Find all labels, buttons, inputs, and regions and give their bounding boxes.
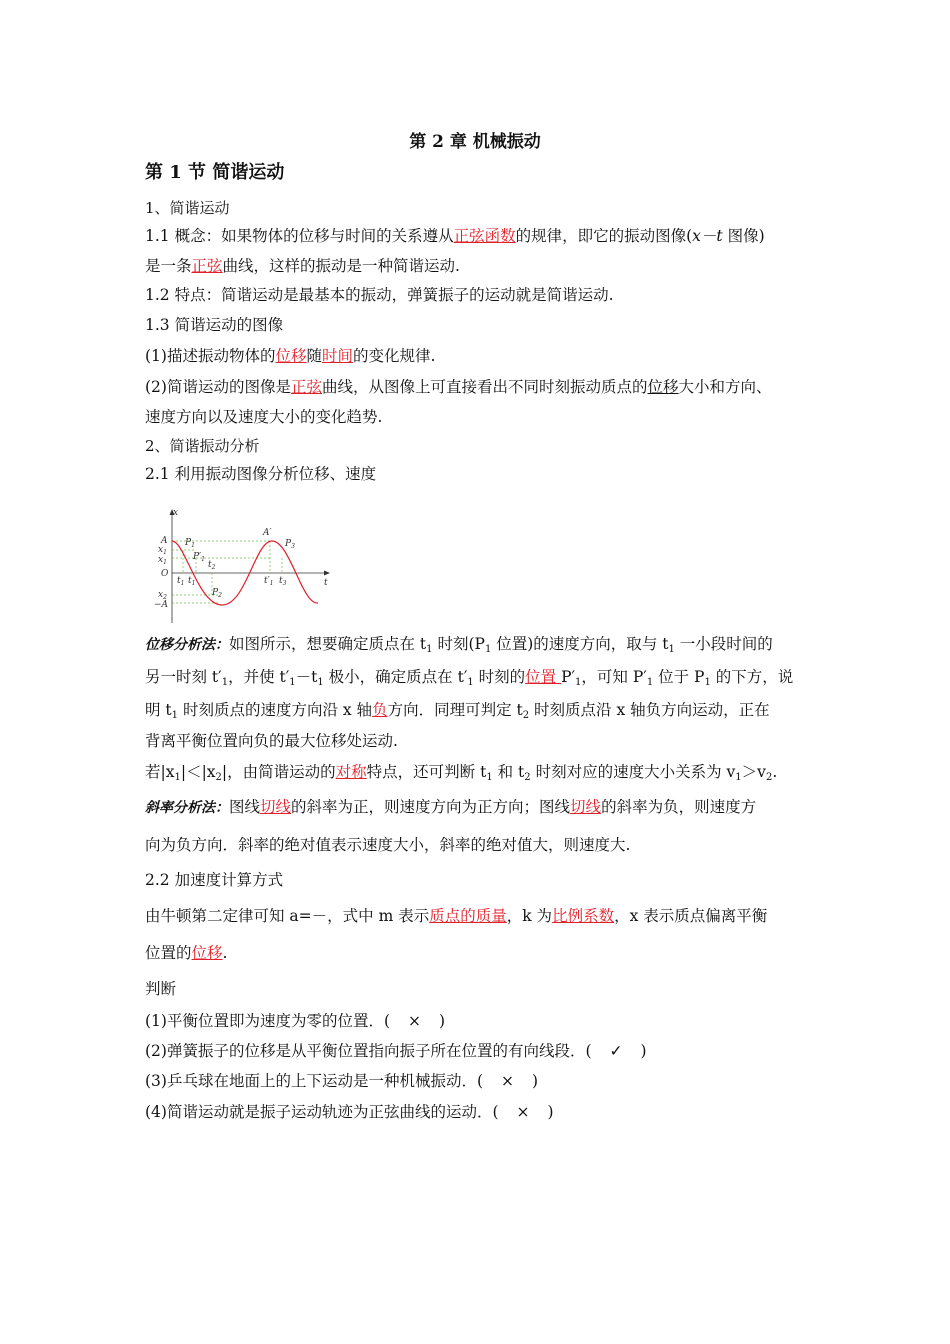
label-negA: −A [154, 600, 169, 610]
graph-subheading: 1.3 简谐运动的图像 [145, 316, 284, 334]
label-A: A [161, 536, 168, 546]
svg-text:t3: $t_3$ [279, 576, 287, 587]
svg-text:x1: $x_1$ [158, 545, 167, 556]
label-O: O [161, 569, 169, 579]
label-t1pp: t′ [264, 576, 270, 586]
acceleration-subheading: 2.2 加速度计算方式 [145, 871, 284, 889]
answer-sine: 正弦 [191, 257, 223, 275]
judge-item-4: (4)简谐运动就是振子运动轨迹为正弦曲线的运动．( × ) [145, 1103, 554, 1121]
svg-text:x2: $x_2$ [158, 590, 167, 601]
concept-line: 1.1 概念：如果物体的位移与时间的关系遵从正弦函数的规律，即它的振动图像(x－t 图像) [145, 227, 765, 245]
label-t1: t [177, 576, 181, 586]
judge-item-1: (1)平衡位置即为速度为零的位置．( × ) [145, 1012, 446, 1030]
svg-text:t2: $t_2$ [208, 560, 216, 571]
answer-negative: 负 [372, 701, 388, 719]
displacement-analysis-2: 另一时刻 $t'_1$，并使 $t'_1-t_1$ 极小，确定质点在 $t'_1$ 时刻的位置 $P'_1$，可知 $P'_1$ 位于 $P_1$ 的下方，说 [145, 668, 794, 688]
label-P3: P [285, 539, 292, 549]
analysis-subheading: 2.1 利用振动图像分析位移、速度 [145, 465, 377, 483]
symmetry-analysis: 若$|x_1|<|x_2|$，由简谐运动的对称特点，还可判断 $t_1$ 和 $t_2$ 时刻对应的速度大小关系为 $v_1>v_2$. [145, 763, 778, 783]
svg-text:P2: $P_2$ [212, 588, 222, 599]
feature-line: 1.2 特点：简谐运动是最基本的振动，弹簧振子的运动就是简谐运动. [145, 286, 614, 304]
answer-mark-2: ✓ [609, 1042, 623, 1060]
label-x: x [173, 508, 179, 518]
label-x1b: x [158, 555, 164, 565]
answer-tangent-2: 切线 [570, 798, 602, 816]
slope-analysis-2: 向为负方向．斜率的绝对值表示速度大小，斜率的绝对值大，则速度大. [145, 836, 631, 854]
label-t1p: t [188, 576, 192, 586]
answer-coefficient: 比例系数 [552, 907, 615, 925]
acceleration-formula-line: 由牛顿第二定律可知 a=－，式中 m 表示质点的质量，k 为比例系数，x 表示质点偏离平衡 [145, 907, 768, 925]
answer-symmetry: 对称 [335, 763, 367, 781]
displacement-analysis-4: 背离平衡位置向负的最大位移处运动. [145, 732, 398, 750]
t-axis-arrow [324, 571, 330, 576]
part2-heading: 2、简谐振动分析 [145, 437, 260, 455]
svg-text:P1: $P_1$ [185, 538, 195, 549]
answer-displacement: 位移 [275, 347, 307, 365]
judge-item-2: (2)弹簧振子的位移是从平衡位置指向振子所在位置的有向线段．( ✓ ) [145, 1042, 647, 1060]
answer-displacement-2: 位移 [191, 944, 223, 962]
judge-heading: 判断 [145, 980, 177, 998]
svg-text:t1: $t_1$ [188, 576, 196, 587]
answer-tangent-1: 切线 [260, 798, 292, 816]
answer-time: 时间 [322, 347, 354, 365]
graph-point-1: (1)描述振动物体的位移随时间的变化规律. [145, 347, 436, 365]
label-x2: x [158, 590, 164, 600]
label-P1: P [185, 538, 192, 548]
label-t3: t [279, 576, 283, 586]
label-x1: x [158, 545, 164, 555]
label-t: t [324, 578, 328, 588]
part1-heading: 1、简谐运动 [145, 199, 230, 217]
svg-text:t1: $t_1$ [177, 576, 185, 587]
svg-text:t′1: $t'_1$ [264, 576, 274, 587]
label-Ap: A′ [263, 528, 272, 538]
label-t2: t [208, 560, 212, 570]
displacement-analysis-1: 位移分析法：如图所示，想要确定质点在 $t_1$ 时刻($P_1$ 位置)的速度方向，取与 $t_1$ 一小段时间的 [145, 635, 773, 655]
label-P2: P [212, 588, 219, 598]
slope-analysis-1: 斜率分析法：图线切线的斜率为正，则速度方向为正方向；图线切线的斜率为负，则速度方 [145, 798, 757, 816]
answer-mark-4: × [516, 1103, 530, 1121]
answer-mark-1: × [408, 1012, 422, 1030]
section-title: 第 1 节 简谐运动 [145, 162, 285, 183]
displacement-analysis-3: 明 $t_1$ 时刻质点的速度方向沿 x 轴负方向．同理可判定 $t_2$ 时刻质点沿 x 轴负方向运动，正在 [145, 701, 770, 721]
chapter-title: 第 2 章 机械振动 [409, 132, 541, 152]
svg-text:x1: $x_1$ [158, 555, 167, 566]
answer-position: 位置 [525, 668, 562, 686]
answer-mass: 质点的质量 [429, 907, 507, 925]
judge-item-3: (3)乒乓球在地面上的上下运动是一种机械振动．( × ) [145, 1072, 539, 1090]
label-P1p: P′ [193, 552, 202, 562]
answer-sine-function: 正弦函数 [453, 227, 516, 245]
svg-text:P′1: $P'_1$ [193, 552, 205, 563]
svg-text:P3: $P_3$ [285, 539, 295, 550]
vibration-graph [150, 505, 335, 627]
answer-mark-3: × [501, 1072, 515, 1090]
graph-point-2: (2)简谐运动的图像是正弦曲线，从图像上可直接看出不同时刻振动质点的位移大小和方向、 [145, 378, 772, 396]
answer-sine-2: 正弦 [290, 378, 322, 396]
concept-line-2: 是一条正弦曲线，这样的振动是一种简谐运动. [145, 257, 460, 275]
graph-point-2-cont: 速度方向以及速度大小的变化趋势. [145, 408, 383, 426]
acceleration-formula-line-2: 位置的位移. [145, 944, 228, 962]
